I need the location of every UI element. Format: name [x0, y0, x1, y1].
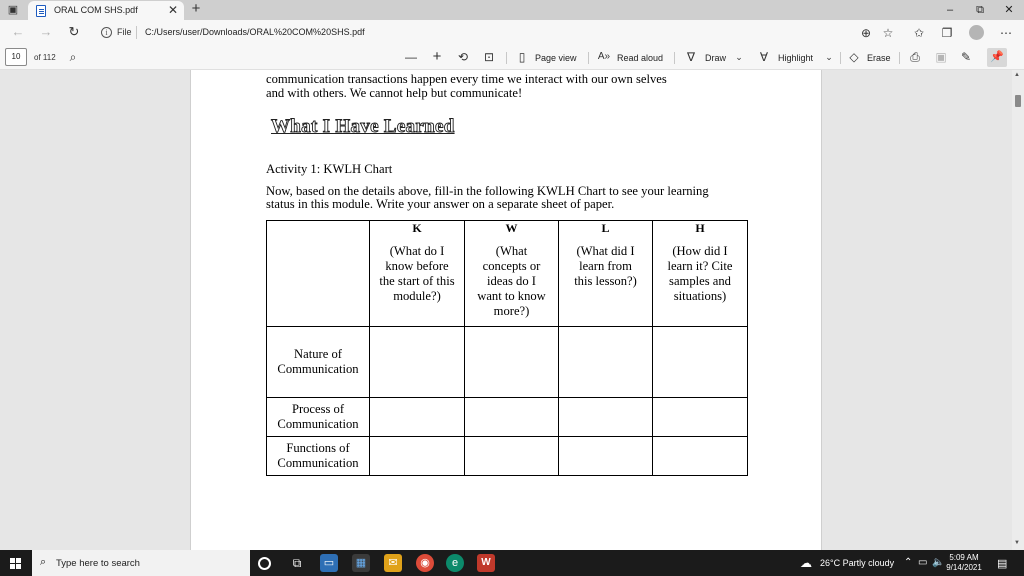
url-divider: [136, 26, 137, 39]
row-label: Process of Communication: [267, 398, 370, 437]
new-tab-button[interactable]: +: [191, 0, 201, 17]
pdf-file-icon: [36, 5, 46, 17]
table-header-cell: [559, 221, 653, 327]
answer-cell: [653, 398, 748, 437]
back-arrow-icon[interactable]: ←: [11, 24, 25, 39]
restore-button[interactable]: ⧉: [976, 4, 984, 16]
tab-close-icon[interactable]: ✕: [167, 3, 178, 17]
table-header-cell: [465, 221, 559, 327]
read-aloud-button[interactable]: Read aloud: [617, 53, 664, 63]
erase-button[interactable]: Erase: [867, 53, 891, 63]
favorites-icon[interactable]: ✩: [913, 26, 925, 40]
kwlh-table: [266, 220, 748, 476]
highlight-chevron-down-icon[interactable]: ⌄: [825, 52, 833, 62]
search-icon[interactable]: ⌕: [69, 50, 77, 64]
weather-cloud-icon[interactable]: ☁: [800, 556, 812, 570]
toolbar-divider: [674, 52, 675, 64]
pin-toolbar-icon[interactable]: 📌: [987, 48, 1007, 67]
answer-cell: [370, 398, 465, 437]
table-header-row: [267, 221, 748, 327]
read-aloud-icon[interactable]: A»: [597, 51, 611, 62]
answer-cell: [370, 327, 465, 398]
page-view-button[interactable]: Page view: [535, 53, 577, 63]
instructions-line: status in this module. Write your answer on a separate sheet of paper.: [266, 197, 615, 211]
page-total: of 112: [34, 53, 56, 62]
taskbar-search-box[interactable]: [32, 550, 250, 576]
mail-icon[interactable]: ✉: [384, 554, 402, 572]
scrollbar-thumb[interactable]: [1015, 95, 1021, 107]
refresh-icon[interactable]: ↻: [68, 24, 80, 39]
toolbar-divider: [588, 52, 589, 64]
more-menu-icon[interactable]: ⋯: [1000, 26, 1012, 40]
system-clock[interactable]: [944, 553, 984, 573]
taskbar: [0, 550, 1024, 576]
toolbar-divider: [899, 52, 900, 64]
window-close-button[interactable]: ✕: [1004, 4, 1014, 16]
zoom-in-icon[interactable]: +: [432, 48, 442, 65]
answer-cell: [559, 327, 653, 398]
column-letter: W: [505, 221, 518, 235]
row-label: Nature of Communication: [267, 327, 370, 398]
zoom-icon[interactable]: ⊕: [860, 26, 872, 40]
instructions-line: Now, based on the details above, fill-in the following KWLH Chart to see your learning: [266, 184, 709, 198]
column-question: (What do I know before the start of this module?): [379, 244, 455, 303]
clock-time: 5:09 AM: [949, 553, 979, 562]
column-letter: H: [695, 221, 705, 235]
file-explorer-icon[interactable]: ▭: [320, 554, 338, 572]
table-row: [267, 398, 748, 437]
draw-icon[interactable]: ∇: [686, 50, 696, 64]
draw-chevron-down-icon[interactable]: ⌄: [735, 52, 743, 62]
table-row: [267, 327, 748, 398]
windows-start-icon[interactable]: [10, 558, 21, 569]
table-header-cell: [653, 221, 748, 327]
forward-arrow-icon[interactable]: →: [39, 24, 53, 39]
page-view-icon[interactable]: ▯: [518, 50, 526, 64]
draw-button[interactable]: Draw: [705, 53, 727, 63]
eraser-icon[interactable]: ◇: [849, 50, 859, 64]
table-corner-cell: [267, 221, 370, 327]
scroll-up-icon[interactable]: ▲: [1014, 72, 1020, 78]
intro-line: and with others. We cannot help but communicate!: [266, 86, 523, 100]
add-favorite-icon[interactable]: ☆: [882, 26, 894, 40]
clock-date: 9/14/2021: [946, 563, 982, 572]
section-heading: What I Have Learned: [271, 116, 455, 137]
fit-page-icon[interactable]: ⊡: [483, 50, 495, 64]
scheme-label: File: [117, 27, 132, 37]
info-icon[interactable]: i: [101, 27, 112, 38]
answer-cell: [465, 327, 559, 398]
store-icon[interactable]: ▦: [352, 554, 370, 572]
pdf-toolbar: [0, 45, 1024, 70]
column-letter: K: [412, 221, 422, 235]
toolbar-divider: [506, 52, 507, 64]
answer-cell: [653, 327, 748, 398]
activity-title: Activity 1: KWLH Chart: [266, 162, 393, 176]
highlight-icon[interactable]: ∀: [759, 50, 769, 64]
column-letter: L: [601, 221, 610, 235]
column-question: (What concepts or ideas do I want to know more?): [477, 244, 546, 318]
weather-text[interactable]: 26°C Partly cloudy: [820, 558, 895, 568]
print-icon[interactable]: ⎙: [910, 50, 920, 64]
pdf-page: [190, 70, 822, 550]
save-as-icon[interactable]: ✎: [960, 50, 972, 64]
vertical-scrollbar[interactable]: [1012, 70, 1024, 550]
volume-icon[interactable]: 🔈: [932, 557, 945, 568]
save-icon[interactable]: ▣: [935, 50, 947, 64]
address-bar: [0, 20, 1024, 45]
column-question: (How did I learn it? Cite samples and situations): [667, 244, 733, 303]
cortana-icon[interactable]: [258, 557, 271, 570]
rotate-icon[interactable]: ⟲: [457, 50, 469, 64]
answer-cell: [370, 437, 465, 476]
chrome-icon[interactable]: ◉: [416, 554, 434, 572]
network-icon[interactable]: ▭: [918, 557, 928, 568]
table-header-cell: [370, 221, 465, 327]
notifications-icon[interactable]: ▤: [997, 558, 1008, 570]
toolbar-divider: [840, 52, 841, 64]
word-icon[interactable]: W: [477, 554, 495, 572]
row-label: Functions of Communication: [267, 437, 370, 476]
browser-tab[interactable]: [28, 1, 184, 20]
table-row: [267, 437, 748, 476]
profile-avatar[interactable]: [969, 25, 984, 40]
pdf-viewport: [0, 70, 1024, 550]
column-question: (What did I learn from this lesson?): [574, 244, 637, 288]
collections-icon[interactable]: ❐: [941, 26, 953, 40]
search-icon: ⌕: [40, 556, 47, 568]
answer-cell: [559, 437, 653, 476]
minimize-button[interactable]: –: [946, 4, 954, 16]
task-view-icon[interactable]: ⧉: [292, 556, 302, 570]
answer-cell: [465, 398, 559, 437]
edge-icon[interactable]: e: [446, 554, 464, 572]
intro-line: communication transactions happen every time we interact with our own selves: [266, 72, 667, 86]
tab-actions-icon[interactable]: ▣: [7, 4, 19, 16]
chevron-up-icon[interactable]: ⌃: [904, 557, 913, 568]
answer-cell: [559, 398, 653, 437]
tab-title: ORAL COM SHS.pdf: [54, 5, 138, 15]
page-number-input[interactable]: 10: [5, 48, 27, 66]
answer-cell: [465, 437, 559, 476]
url-input[interactable]: C:/Users/user/Downloads/ORAL%20COM%20SHS.pdf: [145, 27, 365, 37]
answer-cell: [653, 437, 748, 476]
tab-strip: [0, 0, 1024, 20]
highlight-button[interactable]: Highlight: [778, 53, 814, 63]
zoom-out-icon[interactable]: —: [405, 50, 417, 64]
scroll-down-icon[interactable]: ▼: [1014, 540, 1020, 546]
taskbar-search-input[interactable]: Type here to search: [56, 558, 140, 569]
